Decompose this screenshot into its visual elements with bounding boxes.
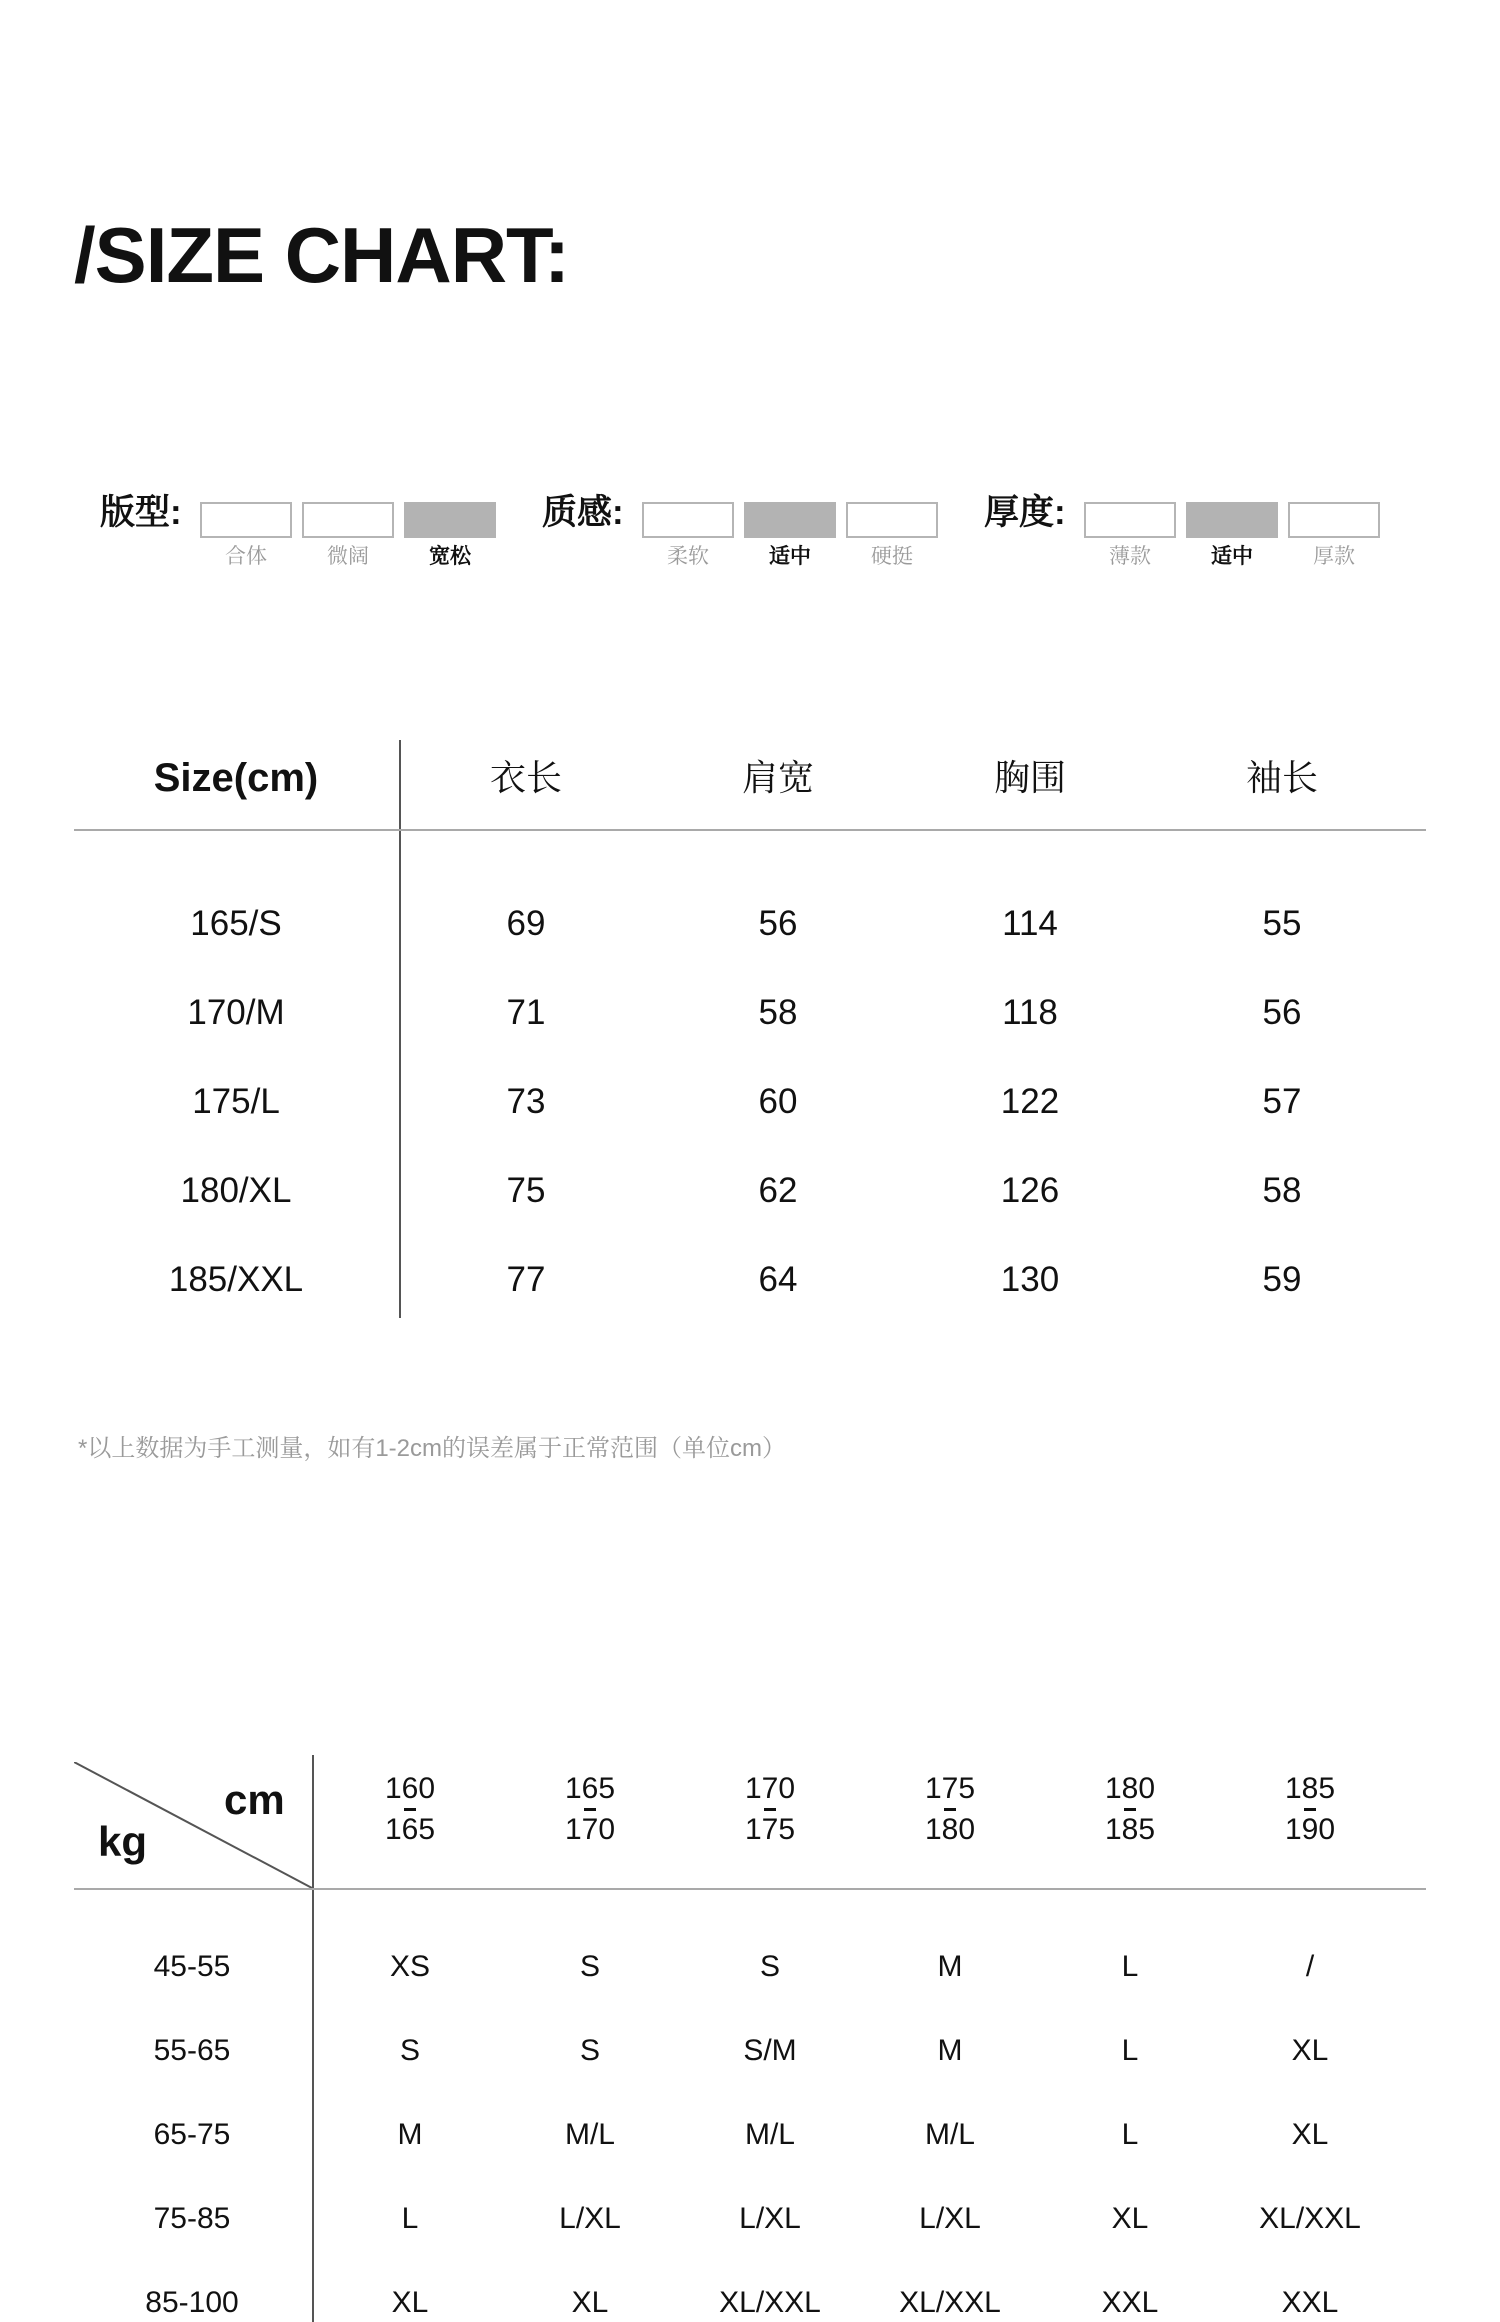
fit-size-cell: S: [399, 2034, 420, 2067]
size-label: 185/XXL: [168, 1260, 304, 1299]
page-title: /SIZE CHART:: [74, 211, 569, 299]
fit-size-cell: L/XL: [559, 2202, 621, 2235]
rating-box: [1186, 502, 1278, 538]
height-range-end: 185: [1104, 1813, 1156, 1846]
fit-size-cell: XL/XXL: [1259, 2202, 1361, 2235]
height-range-end: 170: [564, 1813, 616, 1846]
table-cell: 59: [1262, 1260, 1302, 1299]
height-range-end: 165: [384, 1813, 436, 1846]
height-range-header: [710, 1774, 830, 1845]
size-label: 180/XL: [180, 1171, 292, 1210]
table-divider-horizontal: [74, 829, 1426, 831]
table-cell: 56: [1262, 993, 1302, 1032]
size-label: 170/M: [187, 993, 285, 1032]
table-cell: 64: [758, 1260, 798, 1299]
fit-size-cell: XL: [1291, 2034, 1329, 2067]
fit-size-cell: XL: [1111, 2202, 1149, 2235]
rating-option-label: 薄款: [1109, 545, 1151, 568]
fit-size-cell: M/L: [924, 2118, 975, 2151]
fit-size-cell: M/L: [564, 2118, 615, 2151]
table-cell: 56: [758, 904, 798, 943]
fit-size-cell: L/XL: [919, 2202, 981, 2235]
fit-size-cell: /: [1305, 1950, 1315, 1983]
table-cell: 58: [758, 993, 798, 1032]
fit-size-cell: S/M: [743, 2034, 797, 2067]
fit-divider-vertical: [312, 1755, 314, 2322]
table-cell: 57: [1262, 1082, 1302, 1121]
fit-size-cell: XL/XXL: [899, 2286, 1001, 2319]
fit-size-cell: XL: [391, 2286, 429, 2319]
rating-box: [1288, 502, 1380, 538]
rating-box: [642, 502, 734, 538]
table-header-cell: 衣长: [489, 757, 562, 798]
size-label: 175/L: [192, 1082, 280, 1121]
weight-label: 75-85: [153, 2202, 231, 2235]
height-range-start: 185: [1284, 1772, 1336, 1805]
fit-size-cell: XL: [571, 2286, 609, 2319]
fit-size-cell: L: [401, 2202, 419, 2235]
fit-size-cell: L/XL: [739, 2202, 801, 2235]
rating-box: [404, 502, 496, 538]
height-range-start: 180: [1104, 1772, 1156, 1805]
height-range-start: 165: [564, 1772, 616, 1805]
table-cell: 114: [1002, 904, 1058, 943]
height-range-start: 175: [924, 1772, 976, 1805]
weight-label: 85-100: [145, 2286, 239, 2319]
rating-option-label: 硬挺: [871, 545, 913, 568]
range-dash: [1304, 1808, 1316, 1811]
range-dash: [944, 1808, 956, 1811]
measurement-note: *以上数据为手工测量，如有1-2cm的误差属于正常范围（单位cm）: [78, 1435, 787, 1462]
rating-option-label: 合体: [225, 545, 267, 568]
fit-size-cell: L: [1121, 1950, 1139, 1983]
height-range-header: [1250, 1774, 1370, 1845]
table-header-cell: 胸围: [993, 757, 1066, 798]
rating-label: 厚度:: [984, 493, 1066, 532]
fit-divider-horizontal: [74, 1888, 1426, 1890]
range-dash: [764, 1808, 776, 1811]
height-range-start: 170: [744, 1772, 796, 1805]
table-cell: 73: [506, 1082, 546, 1121]
table-header-cell: 袖长: [1245, 757, 1318, 798]
table-cell: 75: [506, 1171, 546, 1210]
height-range-header: [530, 1774, 650, 1845]
fit-size-cell: XL/XXL: [719, 2286, 821, 2319]
table-cell: 55: [1262, 904, 1302, 943]
rating-option-label: 微阔: [327, 545, 369, 568]
fit-size-cell: XXL: [1101, 2286, 1159, 2319]
weight-label: 45-55: [153, 1950, 231, 1983]
height-range-header: [350, 1774, 470, 1845]
rating-label: 版型:: [100, 493, 182, 532]
fit-size-cell: S: [579, 1950, 600, 1983]
rating-option-label: 适中: [769, 545, 811, 568]
rating-option-label: 柔软: [667, 545, 709, 568]
rating-option-label: 厚款: [1313, 545, 1355, 568]
table-header-cell: 肩宽: [741, 757, 814, 798]
height-range-header: [1070, 1774, 1190, 1845]
table-cell: 130: [1000, 1260, 1060, 1299]
range-dash: [1124, 1808, 1136, 1811]
range-dash: [584, 1808, 596, 1811]
table-cell: 71: [506, 993, 546, 1032]
corner-label-kg: kg: [98, 1818, 148, 1865]
table-cell: 58: [1262, 1171, 1302, 1210]
rating-option-label: 适中: [1211, 545, 1253, 568]
table-cell: 60: [758, 1082, 798, 1121]
height-range-end: 190: [1284, 1813, 1336, 1846]
fit-size-cell: XS: [389, 1950, 431, 1983]
fit-size-cell: M: [397, 2118, 423, 2151]
weight-label: 65-75: [153, 2118, 231, 2151]
fit-size-cell: XL: [1291, 2118, 1329, 2151]
table-divider-vertical: [399, 740, 401, 1318]
fit-size-cell: XXL: [1281, 2286, 1339, 2319]
table-cell: 122: [1000, 1082, 1060, 1121]
rating-box: [1084, 502, 1176, 538]
table-cell: 69: [506, 904, 546, 943]
height-range-end: 175: [744, 1813, 796, 1846]
fit-size-cell: M: [937, 2034, 963, 2067]
size-label: 165/S: [190, 904, 282, 943]
rating-box: [200, 502, 292, 538]
fit-size-cell: M/L: [744, 2118, 795, 2151]
table-header-cell: Size(cm): [153, 756, 319, 800]
rating-label: 质感:: [542, 493, 624, 532]
table-cell: 77: [506, 1260, 546, 1299]
table-cell: 126: [1000, 1171, 1060, 1210]
fit-size-cell: L: [1121, 2118, 1139, 2151]
fit-size-cell: S: [759, 1950, 780, 1983]
table-cell: 118: [1002, 993, 1058, 1032]
height-range-end: 180: [924, 1813, 976, 1846]
fit-size-cell: S: [579, 2034, 600, 2067]
fit-size-cell: L: [1121, 2034, 1139, 2067]
rating-box: [744, 502, 836, 538]
range-dash: [404, 1808, 416, 1811]
height-range-start: 160: [384, 1772, 436, 1805]
fit-size-cell: M: [937, 1950, 963, 1983]
corner-label-cm: cm: [224, 1776, 285, 1823]
height-range-header: [890, 1774, 1010, 1845]
rating-option-label: 宽松: [429, 545, 471, 568]
rating-box: [846, 502, 938, 538]
weight-label: 55-65: [153, 2034, 231, 2067]
table-cell: 62: [758, 1171, 798, 1210]
rating-box: [302, 502, 394, 538]
